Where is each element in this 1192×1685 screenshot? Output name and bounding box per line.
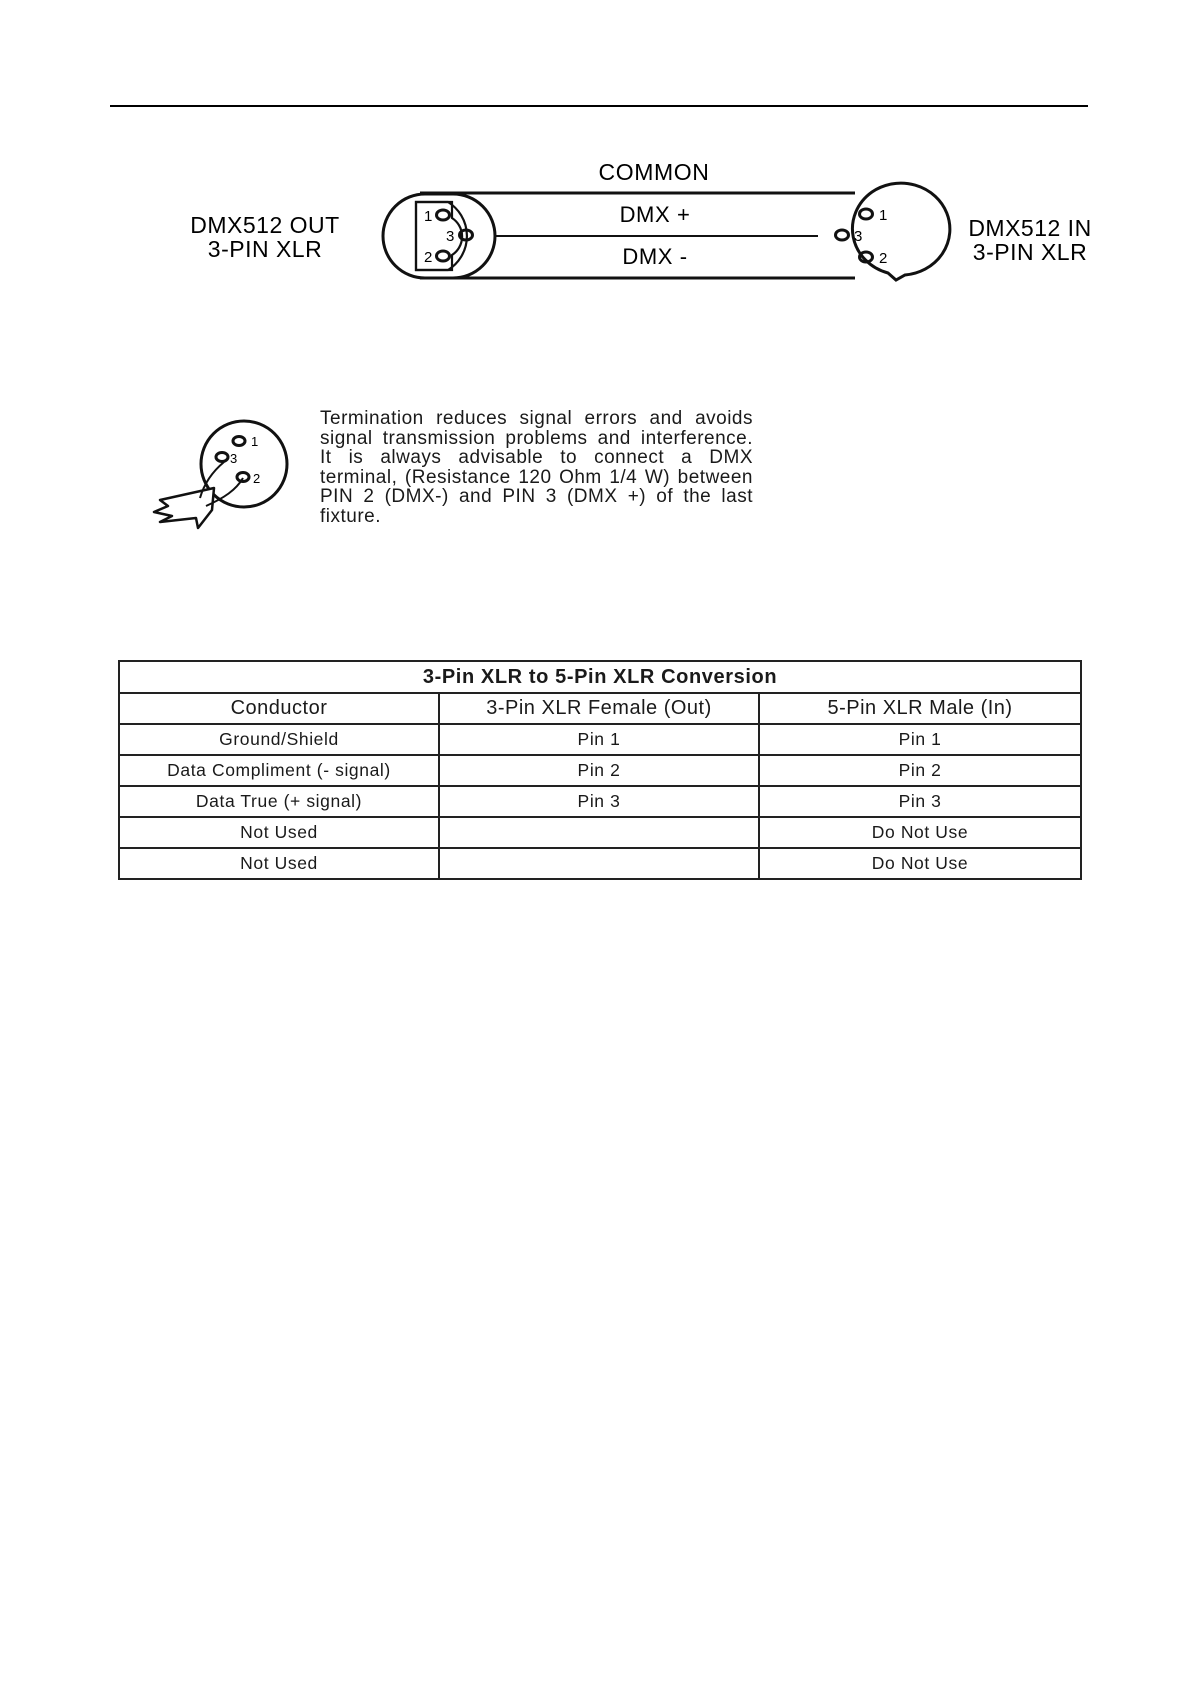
- column-header: 3-Pin XLR Female (Out): [439, 693, 759, 724]
- out-pin-1: 1: [424, 208, 433, 225]
- table-cell: Ground/Shield: [119, 724, 439, 755]
- table-row: [119, 755, 1081, 786]
- dmx-plus-label: DMX +: [619, 202, 691, 227]
- out-connector-label: DMX512 OUT: [190, 212, 340, 238]
- out-connector-type: 3-PIN XLR: [207, 236, 323, 262]
- termination-note: Termination reduces signal errors and avoids signal transmission problems and interference. It is always advisable to connect a DMX terminal, (Resistance 120 Ohm 1/4 W) between PIN 2 (DMX-) and PIN 3 (DMX +) of the last fixture.: [320, 408, 753, 527]
- table-cell: Pin 1: [439, 724, 759, 755]
- term-pin-1: 1: [251, 434, 259, 449]
- table-cell: Pin 2: [759, 755, 1081, 786]
- table-cell: Data Compliment (- signal): [119, 755, 439, 786]
- in-pin-2: 2: [879, 250, 888, 267]
- in-pin-1: 1: [879, 207, 888, 224]
- column-header: 5-Pin XLR Male (In): [759, 693, 1081, 724]
- dmx-minus-label: DMX -: [622, 244, 688, 269]
- table-title-row: [119, 661, 1081, 693]
- terminator-plug-icon: [154, 421, 287, 528]
- term-pin-3: 3: [230, 451, 238, 466]
- table-cell: [439, 817, 759, 848]
- table-cell: Do Not Use: [759, 817, 1081, 848]
- table-row: [119, 786, 1081, 817]
- table-cell: Pin 2: [439, 755, 759, 786]
- table-cell: Not Used: [119, 817, 439, 848]
- table-cell: Not Used: [119, 848, 439, 879]
- table-row: [119, 817, 1081, 848]
- xlr-out-connector: [383, 194, 495, 278]
- table-title: 3-Pin XLR to 5-Pin XLR Conversion: [119, 661, 1081, 693]
- out-pin-3: 3: [446, 228, 455, 245]
- table-row: [119, 724, 1081, 755]
- table-row: [119, 848, 1081, 879]
- in-connector-label: DMX512 IN: [968, 215, 1092, 241]
- in-connector-type: 3-PIN XLR: [972, 239, 1088, 265]
- table-cell: Pin 3: [759, 786, 1081, 817]
- table-header-row: [119, 693, 1081, 724]
- table-cell: Pin 3: [439, 786, 759, 817]
- xlr-in-connector: [836, 183, 950, 280]
- conversion-table: [118, 660, 1082, 880]
- table-cell: Pin 1: [759, 724, 1081, 755]
- table-cell: Data True (+ signal): [119, 786, 439, 817]
- table-cell: [439, 848, 759, 879]
- out-pin-2: 2: [424, 249, 433, 266]
- term-pin-2: 2: [253, 471, 261, 486]
- table-cell: Do Not Use: [759, 848, 1081, 879]
- in-pin-3: 3: [854, 228, 863, 245]
- column-header: Conductor: [119, 693, 439, 724]
- common-label: COMMON: [598, 159, 710, 185]
